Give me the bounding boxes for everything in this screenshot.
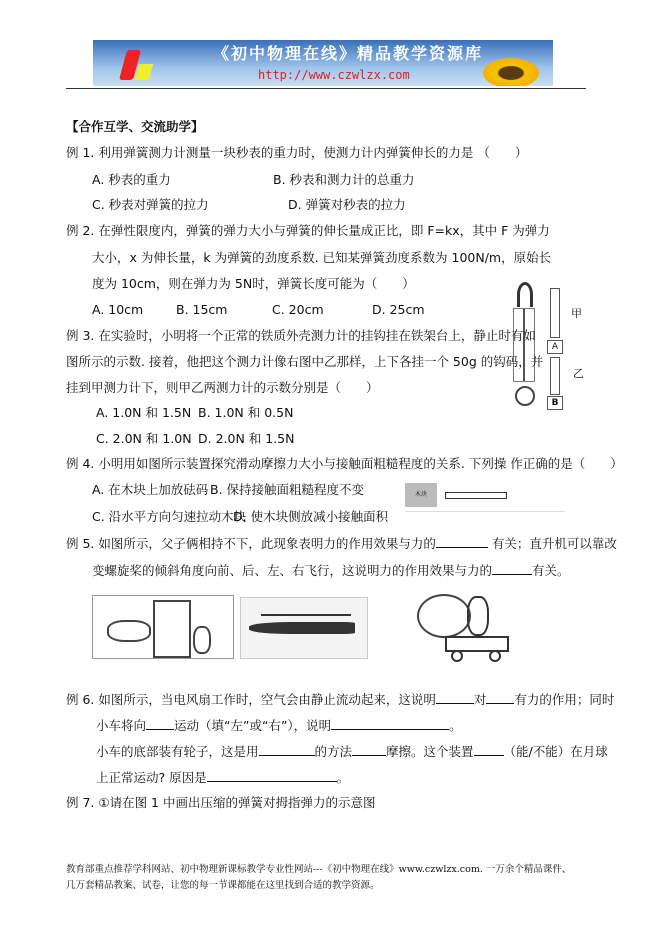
- ex2-option-b: B. 15cm: [176, 302, 228, 317]
- helicopter-icon: [249, 622, 355, 634]
- ex6-text: 运动（填“左”或“右”），说明: [174, 718, 332, 733]
- ex1-option-b: B. 秒表和测力计的总重力: [273, 172, 415, 187]
- ex6-text: 。: [336, 770, 350, 785]
- weight-a: A: [547, 340, 563, 354]
- banner-url[interactable]: http://www.czwlzx.com: [258, 68, 410, 82]
- ex6-blank-1[interactable]: [436, 691, 474, 704]
- logo-icon-yellow: [135, 64, 153, 80]
- ex6-blank-8[interactable]: [207, 769, 337, 782]
- ex6-text: 小车将向: [96, 718, 147, 733]
- wheel-icon: [451, 650, 463, 662]
- helicopter-image: [240, 597, 368, 659]
- wood-block: 木块: [405, 483, 437, 507]
- ex5-text-1b: 有关；直升机可以靠改: [491, 536, 617, 551]
- ex3-option-b: B. 1.0N 和 0.5N: [198, 405, 294, 420]
- ex6-text: 摩擦。这个装置: [386, 744, 474, 759]
- ex4-option-a: A. 在木块上加放砝码: [92, 482, 209, 497]
- ex4-option-b: B. 保持接触面粗糙程度不变: [210, 482, 365, 497]
- spring-scale-jia: [513, 308, 535, 382]
- ex5-text-2a: 变螺旋桨的倾斜角度向前、后、左、右飞行，这说明力的作用效果与力的: [92, 563, 493, 578]
- spring-scale-figure: [505, 282, 590, 412]
- banner: [93, 40, 553, 86]
- ex6-text: 的方法: [314, 744, 353, 759]
- ex1-question: 例 1. 利用弹簧测力计测量一块秒表的重力时，使测力计内弹簧伸长的力是 （ ）: [66, 145, 528, 160]
- ex6-text: 例 6. 如图所示，当电风扇工作时，空气会由静止流动起来，这说明: [66, 692, 436, 707]
- ex6-text: 。: [449, 718, 462, 733]
- hook-icon: [517, 282, 533, 307]
- ex3-question-3: 挂到甲测力计下，则甲乙两测力计的示数分别是（ ）: [66, 380, 379, 395]
- ex4-option-c: C. 沿水平方向匀速拉动木块: [92, 509, 247, 524]
- banner-title: 《初中物理在线》精品教学资源库: [213, 44, 484, 63]
- ex6-line-1: [66, 691, 614, 708]
- rotor-icon: [261, 614, 351, 616]
- child-figure: [193, 626, 211, 654]
- ex3-option-c: C. 2.0N 和 1.0N: [96, 431, 192, 446]
- ex2-option-a: A. 10cm: [92, 302, 144, 317]
- ex6-text: 上正常运动? 原因是: [96, 770, 207, 785]
- ex6-text: （能/不能）在月球: [503, 744, 608, 759]
- ex4-question: 例 4. 小明用如图所示装置探究滑动摩擦力大小与接触面粗糙程度的关系. 下列操 作正确的是（ ）: [66, 456, 623, 471]
- ex4-option-d: D. 使木块侧放减小接触面积: [233, 509, 389, 524]
- ex6-blank-5[interactable]: [259, 743, 315, 756]
- fan-cart-image: [415, 590, 515, 662]
- ex6-line-4: [96, 769, 349, 786]
- ex1-option-a: A. 秒表的重力: [92, 172, 171, 187]
- spring-scale-yi: [550, 357, 560, 395]
- ex6-blank-7[interactable]: [474, 743, 504, 756]
- footer-line-1: 教育部重点推荐学科网站、初中物理新课标教学专业性网站---《初中物理在线》www.czwlzx.com. 一万余个精品课件、: [66, 864, 572, 875]
- friction-figure: [405, 483, 565, 512]
- ex6-text: 有力的作用；同时: [514, 692, 615, 707]
- sunflower-icon: [483, 58, 539, 86]
- ex3-question-1: 例 3. 在实验时，小明将一个正常的铁质外壳测力计的挂钩挂在铁架台上，静止时有如: [66, 328, 536, 343]
- ex6-line-3: [96, 743, 608, 760]
- ex3-option-a: A. 1.0N 和 1.5N: [96, 405, 192, 420]
- ex5-text-1a: 例 5. 如图所示，父子俩相持不下，此现象表明力的作用效果与力的: [66, 536, 436, 551]
- ex6-blank-2[interactable]: [486, 691, 514, 704]
- fan-icon: [467, 596, 489, 636]
- ex2-question-1: 例 2. 在弹性限度内，弹簧的弹力大小与弹簧的伸长量成正比，即 F=kx，其中 F 为弹力: [66, 223, 550, 238]
- footer-line-2: 几万套精品教案、试卷，让您的每一节课都能在这里找到合适的教学资源。: [66, 880, 380, 891]
- ex2-option-d: D. 25cm: [372, 302, 425, 317]
- label-yi: 乙: [573, 367, 584, 380]
- ex6-text: 小车的底部装有轮子，这是用: [96, 744, 259, 759]
- footer: [66, 862, 571, 894]
- ex6-blank-6[interactable]: [352, 743, 386, 756]
- tug-of-war-image: [92, 595, 234, 659]
- ex7-question: 例 7. ①请在图 1 中画出压缩的弹簧对拇指弹力的示意图: [66, 795, 376, 810]
- ex2-question-3: 度为 10cm，则在弹力为 5N时，弹簧长度可能为（ ）: [92, 276, 415, 291]
- ex1-option-d: D. 弹簧对秒表的拉力: [288, 197, 406, 212]
- weight-b: B: [547, 396, 563, 410]
- section-title: 【合作互学、交流助学】: [66, 119, 204, 134]
- label-jia: 甲: [571, 307, 582, 320]
- spring-scale-icon: [445, 492, 507, 499]
- ex6-line-2: [96, 717, 462, 734]
- ex5-blank-1[interactable]: [436, 535, 488, 548]
- ex6-text: 对: [473, 692, 487, 707]
- ex5-line-2: [92, 562, 570, 579]
- ex2-option-c: C. 20cm: [272, 302, 324, 317]
- father-figure: [107, 620, 151, 642]
- ex5-line-1: [66, 535, 617, 552]
- ex6-blank-3[interactable]: [146, 717, 174, 730]
- ex5-blank-2[interactable]: [492, 562, 532, 575]
- door-icon: [153, 600, 191, 658]
- ex1-option-c: C. 秒表对弹簧的拉力: [92, 197, 209, 212]
- ex2-question-2: 大小，x 为伸长量，k 为弹簧的劲度系数. 已知某弹簧劲度系数为 100N/m，原始长: [92, 250, 552, 265]
- header-rule: [66, 88, 586, 89]
- ex5-text-2b: 有关。: [532, 563, 570, 578]
- ring-icon: [515, 386, 535, 406]
- ex6-blank-4[interactable]: [331, 717, 449, 730]
- spring-scale-yi-top: [550, 288, 560, 338]
- wheel-icon: [489, 650, 501, 662]
- ex3-option-d: D. 2.0N 和 1.5N: [198, 431, 295, 446]
- ex3-question-2: 图所示的示数. 接着，他把这个测力计像右图中乙那样，上下各挂一个 50g 的钩码，并: [66, 354, 544, 369]
- air-cloud-icon: [417, 594, 471, 638]
